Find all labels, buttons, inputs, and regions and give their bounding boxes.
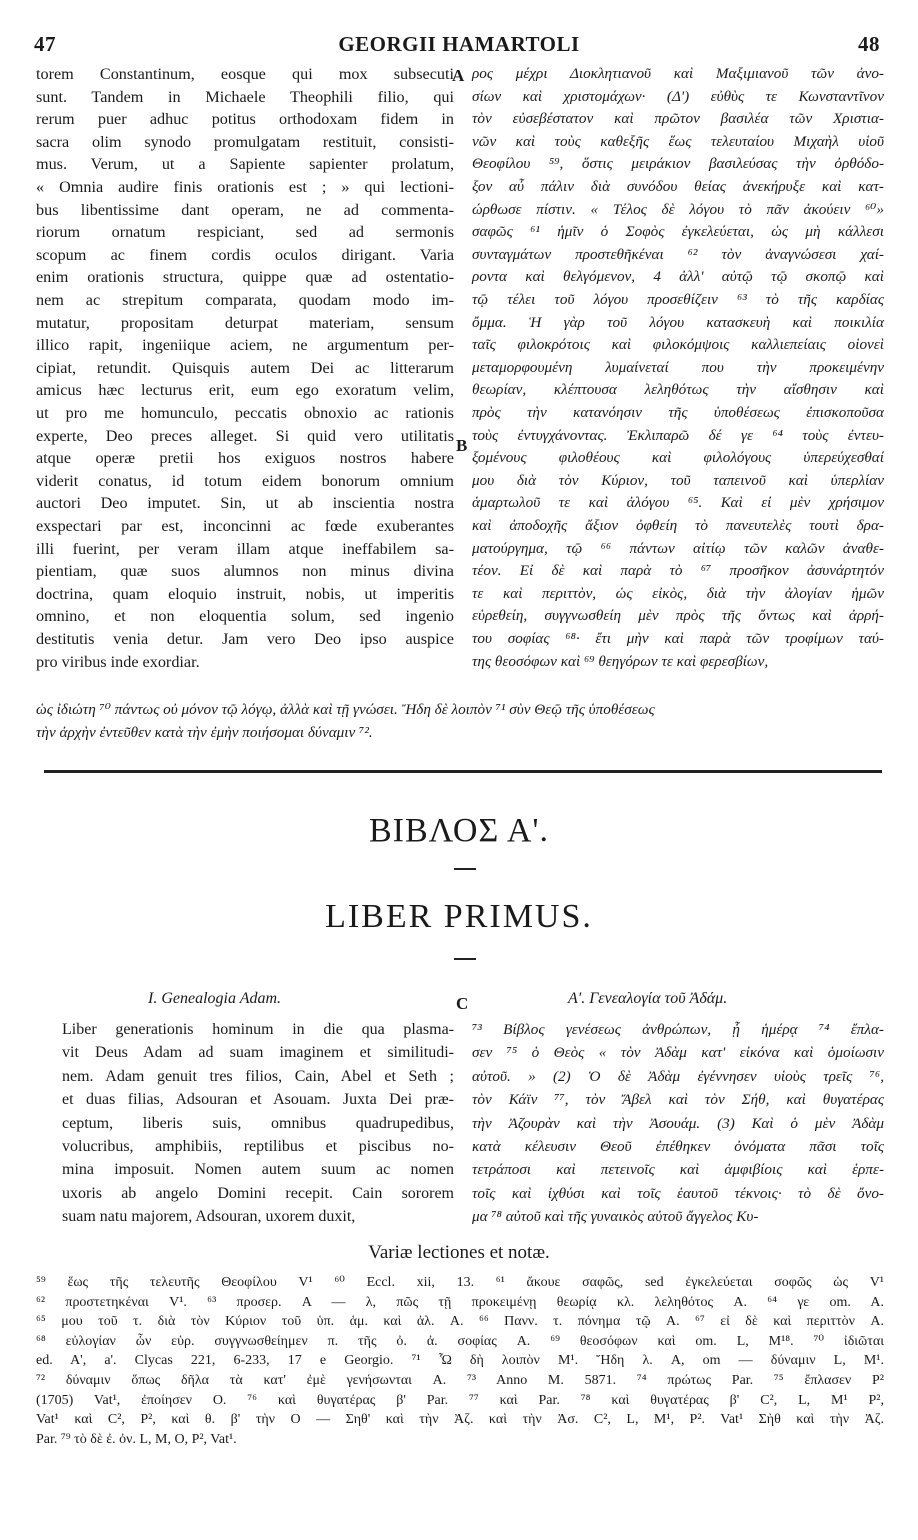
note-line: ⁷² δύναμιν ὅπως δῆλα τὰ κατ' ἐμὲ γενήσωνται A. ⁷³ Anno M. 5871. ⁷⁴ πρώτως Par. ⁷⁵ ἔπλασεν P² <box>36 1373 884 1388</box>
greek-body-line: τοῖς καὶ ἰχθύσι καὶ τοῖς ἑαυτοῦ τέκνοις· τὸ δὲ ὄνο- <box>472 1184 884 1202</box>
page-number-right: 48 <box>858 32 880 56</box>
latin-preface-line: atque operæ pretii hos exiguos nostros habere <box>36 449 454 468</box>
greek-preface-line: τοὺς ἐντυγχάνοντας. Ἐκλιπαρῶ δέ γε ⁶⁴ τοὺς ἐντευ- <box>472 426 884 444</box>
latin-preface-line: nem ac strepitum comparata, quodam modo im- <box>36 291 454 309</box>
latin-preface-line: enim orationis structura, quippe quæ ad ostentatio- <box>36 268 454 287</box>
greek-preface-line: σίων καὶ χριστομάχων· (Δ') εὐθὺς τε Κωνσταντῖνον <box>472 87 884 105</box>
greek-preface-line: ξον αὖ πάλιν διὰ συνόδου θείας ἀνεκήρυξε καὶ κατ- <box>472 178 884 195</box>
greek-preface-line: μου διὰ τὸν Κύριον, τοῦ ταπεινοῦ καὶ ὑπερλίαν <box>472 471 884 489</box>
greek-preface-line: ώρθωσε πίστιν. « Τέλος δὲ λόγου τὸ πᾶν ἀκούειν ⁶⁰» <box>472 200 884 218</box>
greek-preface-line: ἁμαρτωλοῦ τε καὶ ἀλόγου ⁶⁵. Καὶ εἰ μὲν χρήσιμον <box>472 494 884 512</box>
greek-preface-line: ξομένους φιλοθέους καὶ φιλολόγους ὑπερεύχεσθαί <box>472 449 884 467</box>
greek-body-line: κατὰ κέλευσιν Θεοῦ ἐπέθηκεν ὀνόματα πᾶσι τοῖς <box>472 1138 884 1155</box>
margin-letter-a: A <box>452 66 465 85</box>
book-title-greek: ΒΙΒΛΟΣ Α'. <box>368 812 550 849</box>
latin-preface-line: amicus hæc lecturus erit, eum ego exoratum velim, <box>36 381 454 400</box>
section-divider <box>44 770 882 773</box>
latin-body-line: mina imposuit. Nomen autem suum ac nomen <box>62 1161 454 1179</box>
latin-preface-line: exspectari par est, inconcinni ac fœde exuberantes <box>36 517 454 535</box>
greek-preface-line: συνταγμάτων προστεθῆκέναι ⁶² τὸν ἀναγνώσεσι χαί- <box>472 245 884 263</box>
greek-preface-line: τέον. Εἰ δὲ καὶ παρὰ τὸ ⁶⁷ προσῆκον ἀσυνάρτητόν <box>472 562 884 580</box>
greek-preface-line: τῷ τέλει τοῦ λόγου προσεθίζειν ⁶³ τὸ τῆς καρδίας <box>472 291 884 308</box>
latin-body-line: uxoris ab angelo Domini recepit. Cain sororem <box>62 1184 454 1202</box>
title-dash-1 <box>454 868 476 870</box>
latin-body-line: suam natu majorem, Adsouran, uxorem duxit, <box>62 1208 356 1226</box>
greek-body-line: τὴν Ἀζουρὰν καὶ τὴν Ἀσουάμ. (3) Καὶ ὁ μὲν Ἀδὰμ <box>472 1114 884 1132</box>
greek-full-line: ὡς ἰδιώτη ⁷⁰ πάντως οὐ μόνον τῷ λόγῳ, ἀλλὰ καὶ τῇ γνώσει. Ἤδη δὲ λοιπὸν ⁷¹ σὺν Θεῷ τῆς ὑποθέσεως <box>36 701 655 718</box>
greek-body-line: αὐτοῦ. » (2) Ὁ δὲ Ἀδὰμ ἐγέννησεν υἱοὺς τρεῖς ⁷⁶, <box>472 1067 884 1085</box>
greek-preface-line: εὑρεθείη, συγγνωσθείη μὲν πρὸς τῆς ὄντως καὶ ἀρρή- <box>472 607 884 625</box>
greek-body-line: ⁷³ Βίβλος γενέσεως ἀνθρώπων, ᾗ ἡμέρᾳ ⁷⁴ ἔπλα- <box>472 1021 884 1038</box>
note-line: ⁶⁵ μου τοῦ τ. διὰ τὸν Κύριον τοῦ ὑπ. ἁμ. καὶ ἀλ. A. ⁶⁶ Πανν. τ. πόνημα τῷ A. ⁶⁷ εἰ δὲ καὶ περιττὸν A. <box>36 1314 884 1330</box>
greek-preface-line: Θεοφίλου ⁵⁹, ὅστις μειράκιον βασιλεύσας τὴν ὀρθόδο- <box>472 155 884 173</box>
latin-preface-line: omnino, et non eloquentia solum, sed ingenio <box>36 607 454 626</box>
note-line: Vat¹ καὶ C², P², καὶ θ. β' τὴν O — Σηθ' καὶ τὴν Ἀζ. καὶ τὴν Ἀσ. C², L, M¹, P². Vat¹ Σὴθ καὶ τὴν Ἀζ. <box>36 1412 884 1428</box>
notes-heading: Variæ lectiones et notæ. <box>368 1242 550 1263</box>
section-title-latin: I. Genealogia Adam. <box>148 990 282 1007</box>
section-title-greek: Α'. Γενεαλογία τοῦ Ἀδάμ. <box>568 990 728 1007</box>
latin-preface-line: pientiam, quæ suos alumnos non minus divina <box>36 562 454 581</box>
latin-preface-line: illico rapit, ingeniique aciem, ne argumentum per- <box>36 336 454 355</box>
greek-preface-line: νῶν καὶ τοὺς καθεξῆς ἕως τελευταίου Μιχαὴλ υἱοῦ <box>472 132 884 150</box>
note-line: ed. A', a'. Clycas 221, 6-233, 17 e Georgio. ⁷¹ Ὧ δὴ λοιπὸν M¹. Ἤδη λ. A, om — δύναμιν L, M¹. <box>36 1353 884 1369</box>
latin-preface-line: riorum ornatum respiciant, sed ad sermonis <box>36 223 454 242</box>
latin-preface-line: pro viribus inde exordiar. <box>36 652 200 671</box>
latin-preface-line: mus. Verum, ut a Sapiente sapienter prolatum, <box>36 155 454 174</box>
greek-body-line: τὸν Κάϊν ⁷⁷, τὸν Ἄβελ καὶ τὸν Σήθ, καὶ θυγατέρας <box>472 1091 884 1109</box>
latin-preface-line: torem Constantinum, eosque qui mox subsecuti <box>36 65 454 83</box>
greek-preface-line: ροντα καὶ θελγόμενον, 4 ἀλλ' αὐτῷ τῷ σκοπῷ καὶ <box>472 268 884 286</box>
latin-body-line: Liber generationis hominum in die qua plasma- <box>62 1021 454 1038</box>
latin-preface-line: bus libentissime dant operam, ne ad commenta- <box>36 200 454 219</box>
running-title: GEORGII HAMARTOLI <box>338 32 580 56</box>
greek-preface-line: ὄμμα. Ἡ γὰρ τοῦ λόγου κατασκευὴ καὶ ποικιλία <box>472 313 884 331</box>
greek-preface-line: τὸν εὐσεβέστατον καὶ πρῶτον βασιλέα τῶν Χριστια- <box>472 110 884 128</box>
note-line: ⁶² προστετηκέναι V¹. ⁶³ προσερ. A — λ, πῶς τῇ προκειμένῃ θεωρίᾳ κλ. λεληθότος A. ⁶⁴ γε om. A. <box>36 1294 884 1310</box>
note-line: ⁶⁸ εὐλογίαν ὧν εὑρ. συγγνωσθείημεν π. τῆς ὀ. ἀ. σοφίας A. ⁶⁹ θεοσόφων καὶ om. L, M¹⁸. ⁷⁰ ἰδιῶται <box>36 1333 884 1349</box>
latin-preface-line: doctrina, quam eloquio instruit, nobis, ut imperitis <box>36 584 454 603</box>
greek-body-line: σεν ⁷⁵ ὁ Θεὸς « τὸν Ἀδὰμ κατ' εἰκόνα καὶ ὁμοίωσιν <box>472 1044 884 1062</box>
latin-preface-line: destitutis venia detur. Jam vero Deo ipso auspice <box>36 630 454 648</box>
greek-preface-line: ταῖς φιλοκρότοις καὶ φιλοκόμψοις καλλιεπείαις οἱονεὶ <box>472 336 884 354</box>
greek-preface-line: τε καὶ περιττὸν, ὡς εἰκὸς, διὰ τὴν ἀλογίαν ἡμῶν <box>472 584 884 602</box>
book-title-latin: LIBER PRIMUS. <box>325 898 593 935</box>
latin-preface-line: « Omnia audire finis orationis est ; » qui lectioni- <box>36 178 454 196</box>
greek-preface-line: μεταμορφουμένη λυμαίνεταί που τὴν προκειμένην <box>472 358 884 376</box>
note-line: (1705) Vat¹, ἐποίησεν O. ⁷⁶ καὶ θυγατέρας β' Par. ⁷⁷ καὶ Par. ⁷⁸ καὶ θυγατέρας β' C², L, M¹ P², <box>36 1392 884 1408</box>
latin-body-line: vit Deus Adam ad suam imaginem et similitudi- <box>62 1044 454 1062</box>
greek-preface-line: της θεοσόφων καὶ ⁶⁹ θεηγόρων τε καὶ φερεσβίων, <box>472 652 769 670</box>
greek-full-line: τὴν ἀρχὴν ἐντεῦθεν κατὰ τὴν ἐμὴν ποιήσομαι δύναμιν ⁷². <box>36 723 373 741</box>
latin-preface-line: viderit conatus, id totum eidem bonorum omnium <box>36 471 454 490</box>
greek-preface-line: καὶ ἀποδοχῆς ἄξιον ὀφθείη τὸ πανευτελὲς τουτὶ δρα- <box>472 517 884 534</box>
greek-preface-line: του σοφίας ⁶⁸· ἔτι μὴν καὶ παρὰ τῶν τροφίμων ταύ- <box>472 630 884 647</box>
latin-preface-line: ut pro me homunculo, peccatis obnoxio ac rationis <box>36 404 454 422</box>
latin-preface-line: illi fuerint, per veram illam atque ineffabilem sa- <box>36 539 454 558</box>
latin-body-line: ceptum, liberis suis, omnibus quadrupedibus, <box>62 1114 454 1132</box>
margin-letter-b: B <box>456 436 468 455</box>
latin-preface-line: auctori Deo imputet. Sin, ut ab inscientia nostra <box>36 494 454 513</box>
greek-preface-line: πρὸς τὴν κατανόησιν τῆς ὑποθέσεως ἐπισκοποῦσα <box>472 404 884 421</box>
note-line: Par. ⁷⁹ τὸ δὲ ἐ. ὀν. L, M, O, P², Vat¹. <box>36 1431 237 1447</box>
margin-letter-c: C <box>456 994 469 1013</box>
greek-preface-line: ματούργημα, τῷ ⁶⁶ πάντων αἰτίῳ τῶν καλῶν ἀναθε- <box>472 539 884 557</box>
latin-preface-line: cipiat, retundit. Quisquis autem Dei ac litterarum <box>36 358 454 377</box>
note-line: ⁵⁹ ἕως τῆς τελευτῆς Θεοφίλου V¹ ⁶⁰ Eccl. xii, 13. ⁶¹ ἄκουε σαφῶς, sed ἐγκελεύεται σοφῶς ὡς V¹ <box>36 1275 884 1290</box>
title-dash-2 <box>454 958 476 960</box>
latin-preface-line: mutatur, propositam deturpat materiam, sensum <box>36 313 454 332</box>
page-number-left: 47 <box>34 32 56 56</box>
latin-preface-line: sacra olim synodo promulgatam restituit, consisti- <box>36 132 454 151</box>
latin-body-line: volucribus, amphibiis, reptilibus et piscibus no- <box>62 1138 454 1155</box>
latin-preface-line: rerum puer adhuc potitus orthodoxam fidem in <box>36 110 454 129</box>
latin-body-line: et duas filias, Adsouran et Asouam. Juxta Dei præ- <box>62 1091 454 1109</box>
latin-preface-line: sunt. Tandem in Michaele Theophili filio, qui <box>36 87 454 106</box>
greek-body-line: τετράποσι καὶ πετεινοῖς καὶ ἀμφιβίοις καὶ ἑρπε- <box>472 1161 884 1179</box>
latin-preface-line: experte, Deo preces alleget. Si quid vero utilitatis <box>36 426 454 445</box>
greek-preface-line: θεωρίαν, κλέπτουσα λεληθότως τὴν αἴσθησιν καὶ <box>472 381 884 399</box>
latin-body-line: nem. Adam genuit tres filios, Cain, Abel et Seth ; <box>62 1067 454 1085</box>
greek-preface-line: σαφῶς ⁶¹ ἡμῖν ὁ Σοφὸς ἐγκελεύεται, ὡς μὴ κάλλεσι <box>472 223 884 241</box>
latin-preface-line: scopum ac finem cordis oculos dirigant. Varia <box>36 245 454 264</box>
greek-body-line: μα ⁷⁸ αὐτοῦ καὶ τῆς γυναικὸς αὐτοῦ ἄγγελος Κυ- <box>472 1208 759 1226</box>
greek-preface-line: ρος μέχρι Διοκλητιανοῦ καὶ Μαξιμιανοῦ τῶν ἀνο- <box>472 65 884 82</box>
